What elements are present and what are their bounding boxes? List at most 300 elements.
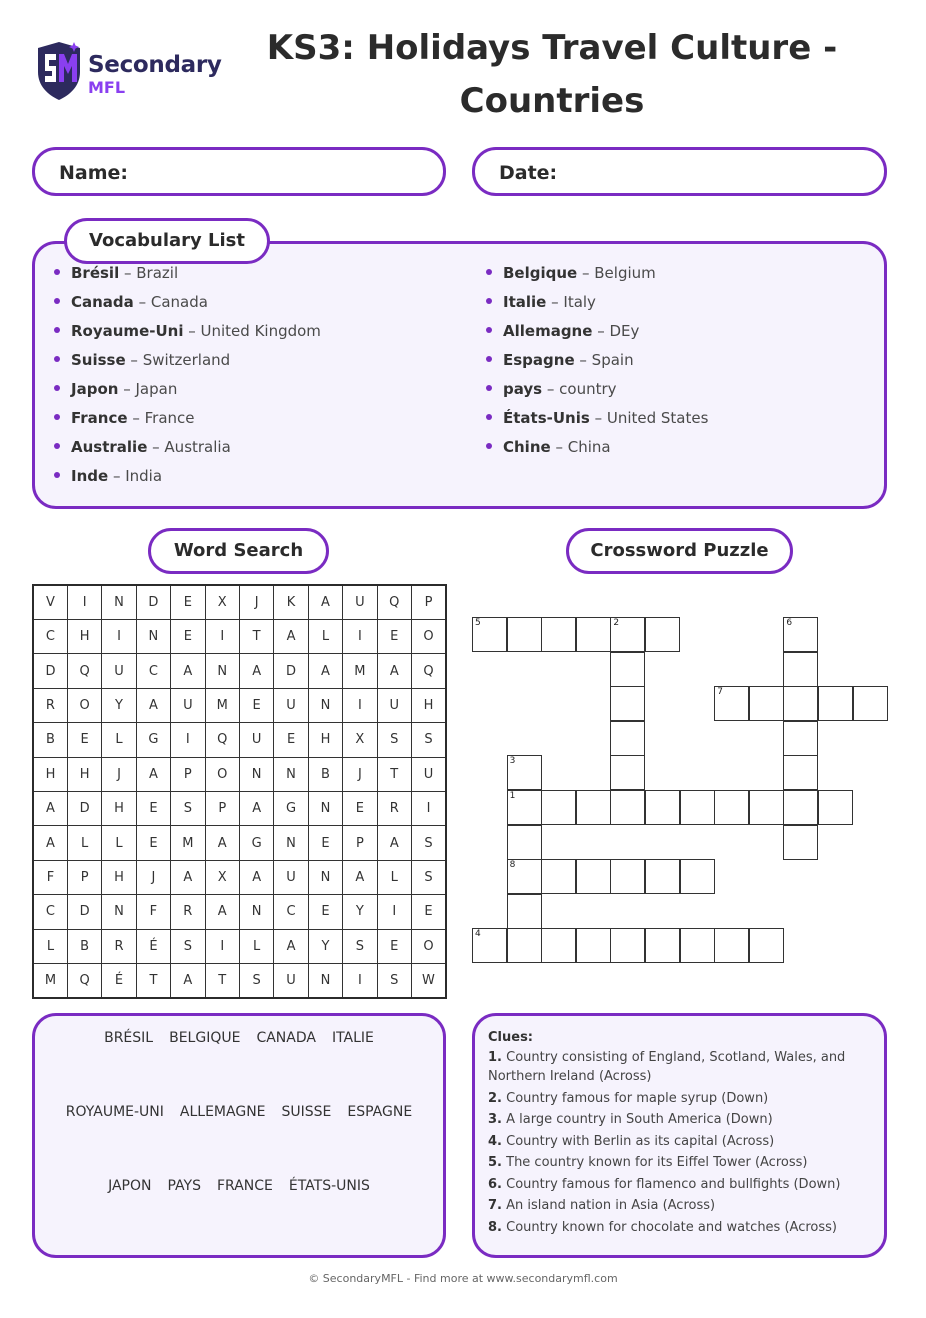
grid-letter[interactable]: A [136,757,170,791]
grid-row [33,826,446,860]
clues-panel [472,1013,887,1258]
grid-letter[interactable]: S [239,963,273,998]
crossword-cell[interactable] [507,790,542,825]
grid-letter[interactable]: J [343,757,377,791]
crossword-cell[interactable] [783,755,818,790]
grid-letter[interactable]: N [136,619,170,653]
grid-letter[interactable]: Q [205,723,239,757]
crossword-cell[interactable] [610,790,645,825]
grid-letter[interactable]: L [102,826,136,860]
grid-letter[interactable]: A [171,654,205,688]
bullet-icon [54,356,60,362]
vocab-french: pays [503,380,543,398]
vocab-english: Australia [164,438,231,456]
name-label: Name: [59,162,129,184]
grid-letter[interactable]: U [274,860,308,894]
grid-letter[interactable]: A [205,895,239,929]
crossword-heading: Crossword Puzzle [566,528,793,574]
grid-letter[interactable]: I [343,619,377,653]
word-bank-word: BELGIQUE [169,1030,241,1046]
clue-number: 5. [488,1155,502,1170]
grid-letter[interactable]: C [136,654,170,688]
grid-letter[interactable]: D [274,654,308,688]
grid-letter[interactable]: B [33,723,67,757]
crossword-cell[interactable] [783,686,818,721]
vocab-item: France – France [54,404,321,433]
grid-letter[interactable]: Q [377,585,411,619]
clue-item [488,1110,873,1129]
grid-letter[interactable]: C [33,619,67,653]
grid-letter[interactable]: G [274,791,308,825]
vocab-english: United Kingdom [200,322,321,340]
word-bank-row [35,1030,443,1046]
bullet-icon [486,356,492,362]
grid-letter[interactable]: A [171,963,205,998]
grid-letter[interactable]: N [274,826,308,860]
vocab-item: Royaume-Uni – United Kingdom [54,317,321,346]
crossword-cell[interactable] [749,928,784,963]
grid-letter[interactable]: N [239,757,273,791]
grid-letter[interactable]: R [102,929,136,963]
grid-letter[interactable]: E [171,619,205,653]
clue-number: 8. [488,1219,502,1235]
crossword-cell[interactable] [610,652,645,687]
grid-letter[interactable]: H [33,757,67,791]
grid-letter[interactable]: A [274,619,308,653]
crossword-cell[interactable] [645,790,680,825]
grid-letter[interactable]: E [343,791,377,825]
grid-letter[interactable]: B [67,929,101,963]
grid-letter[interactable]: A [33,826,67,860]
grid-letter[interactable]: S [171,929,205,963]
clue-item [488,1175,873,1194]
bullet-icon [54,443,60,449]
crossword-cell[interactable] [541,859,576,894]
word-bank-word: PAYS [167,1178,201,1194]
grid-row [33,688,446,722]
crossword-clue-number: 4 [475,929,481,940]
grid-letter[interactable]: S [377,963,411,998]
grid-letter[interactable]: P [67,860,101,894]
grid-letter[interactable]: H [411,688,446,722]
grid-letter[interactable]: U [239,723,273,757]
vocab-french: Italie [503,293,547,311]
grid-letter[interactable]: Q [411,654,446,688]
grid-letter[interactable]: H [102,860,136,894]
grid-letter[interactable]: A [343,860,377,894]
crossword-cell[interactable] [507,617,542,652]
grid-letter[interactable]: I [343,688,377,722]
bullet-icon [54,414,60,420]
clue-text: An island nation in Asia (Across) [506,1198,716,1213]
crossword-cell[interactable] [783,652,818,687]
grid-letter[interactable]: N [102,895,136,929]
grid-letter[interactable]: B [308,757,342,791]
grid-letter[interactable]: P [411,585,446,619]
crossword-grid [472,617,888,967]
vocab-french: Belgique [503,264,578,282]
grid-letter[interactable]: O [411,929,446,963]
grid-letter[interactable]: A [239,654,273,688]
crossword-clue-number: 2 [613,618,620,628]
vocab-english: France [144,409,195,427]
grid-letter[interactable]: S [411,723,446,757]
grid-letter[interactable]: I [102,619,136,653]
vocab-english: Switzerland [142,351,231,369]
grid-letter[interactable]: P [205,791,239,825]
clue-item [488,1196,873,1215]
grid-letter[interactable]: V [33,585,67,619]
grid-letter[interactable]: N [308,860,342,894]
grid-letter[interactable]: Q [67,654,101,688]
grid-letter[interactable]: O [411,619,446,653]
vocab-french: Royaume-Uni [71,322,184,340]
vocab-french: Allemagne [503,322,593,340]
grid-letter[interactable]: É [102,963,136,998]
crossword-cell[interactable] [576,790,611,825]
grid-letter[interactable]: A [377,654,411,688]
grid-letter[interactable]: E [136,826,170,860]
footer-text: © SecondaryMFL - Find more at www.secondarymfl.com [308,1272,618,1285]
grid-letter[interactable]: Q [67,963,101,998]
grid-letter[interactable]: U [274,688,308,722]
grid-letter[interactable]: M [171,826,205,860]
grid-letter[interactable]: X [205,860,239,894]
crossword-cell[interactable] [610,721,645,756]
word-bank-row [35,1178,443,1194]
vocab-french: Chine [503,438,551,456]
grid-letter[interactable]: A [308,654,342,688]
grid-letter[interactable]: J [102,757,136,791]
grid-letter[interactable]: M [343,654,377,688]
grid-letter[interactable]: M [33,963,67,998]
crossword-cell[interactable] [749,686,784,721]
grid-letter[interactable]: E [274,723,308,757]
bullet-icon [486,298,492,304]
grid-letter[interactable]: A [136,688,170,722]
bullet-icon [54,269,60,275]
vocab-english: Brazil [136,264,179,282]
grid-letter[interactable]: N [102,585,136,619]
crossword-cell[interactable] [507,859,542,894]
grid-letter[interactable]: R [171,895,205,929]
word-search-heading: Word Search [148,528,329,574]
grid-row [33,860,446,894]
grid-letter[interactable]: H [67,619,101,653]
word-bank-panel [32,1013,446,1258]
crossword-cell[interactable] [610,755,645,790]
crossword-cell[interactable] [576,928,611,963]
crossword-cell[interactable] [680,928,715,963]
brand-name-line1: Secondary [88,52,222,78]
grid-letter[interactable]: I [171,723,205,757]
crossword-cell[interactable] [645,617,680,652]
vocab-item: Brésil – Brazil [54,259,321,288]
grid-letter[interactable]: E [377,929,411,963]
page-title: KS3: Holidays Travel Culture - Countries [266,28,838,121]
grid-letter[interactable]: T [136,963,170,998]
vocab-french: Suisse [71,351,126,369]
grid-letter[interactable]: E [136,791,170,825]
grid-letter[interactable]: A [239,860,273,894]
crossword-cell[interactable] [576,859,611,894]
bullet-icon [486,269,492,275]
crossword-cell[interactable] [472,928,507,963]
grid-letter[interactable]: Y [343,895,377,929]
grid-letter[interactable]: R [33,688,67,722]
grid-letter[interactable]: É [136,929,170,963]
grid-letter[interactable]: R [377,791,411,825]
grid-letter[interactable]: I [205,619,239,653]
grid-letter[interactable]: A [205,826,239,860]
clue-list [488,1048,873,1239]
grid-letter[interactable]: T [239,619,273,653]
grid-letter[interactable]: D [33,654,67,688]
grid-letter[interactable]: S [411,860,446,894]
bullet-icon [54,327,60,333]
vocab-item: Suisse – Switzerland [54,346,321,375]
grid-letter[interactable]: K [274,585,308,619]
crossword-cell[interactable] [576,617,611,652]
vocab-english: Spain [591,351,634,369]
clue-text: Country famous for maple syrup (Down) [506,1090,769,1106]
crossword-cell[interactable] [541,617,576,652]
grid-letter[interactable]: Y [308,929,342,963]
grid-letter[interactable]: N [308,688,342,722]
crossword-cell[interactable] [714,790,749,825]
grid-letter[interactable]: F [136,895,170,929]
crossword-cell[interactable] [541,790,576,825]
grid-letter[interactable]: A [33,791,67,825]
crossword-cell[interactable] [507,825,542,860]
date-field[interactable] [472,147,887,196]
clue-text: A large country in South America (Down) [506,1112,773,1127]
grid-letter[interactable]: S [411,826,446,860]
crossword-clue-number: 5 [475,618,481,628]
grid-letter[interactable]: L [308,619,342,653]
crossword-cell[interactable] [610,617,645,652]
vocab-french: Espagne [503,351,575,369]
grid-letter[interactable]: A [239,791,273,825]
grid-letter[interactable]: O [67,688,101,722]
grid-letter[interactable]: N [239,895,273,929]
grid-letter[interactable]: D [67,791,101,825]
vocab-english: DEy [609,322,640,340]
grid-letter[interactable]: E [377,619,411,653]
grid-letter[interactable]: H [308,723,342,757]
grid-letter[interactable]: N [308,791,342,825]
grid-letter[interactable]: Y [102,688,136,722]
clue-item [488,1089,873,1108]
crossword-cell[interactable] [610,686,645,721]
grid-letter[interactable]: I [343,963,377,998]
grid-letter[interactable]: E [67,723,101,757]
grid-letter[interactable]: X [343,723,377,757]
vocab-item: Japon – Japan [54,375,321,404]
grid-letter[interactable]: L [377,860,411,894]
grid-letter[interactable]: N [205,654,239,688]
grid-letter[interactable]: E [239,688,273,722]
crossword-cell[interactable] [783,790,818,825]
crossword-cell[interactable] [818,790,853,825]
grid-letter[interactable]: E [171,585,205,619]
vocab-english: Japan [135,380,178,398]
grid-letter[interactable]: L [67,826,101,860]
grid-row [33,585,446,619]
grid-letter[interactable]: N [274,757,308,791]
grid-letter[interactable]: T [377,757,411,791]
grid-letter[interactable]: W [411,963,446,998]
vocabulary-list-right [486,259,708,462]
grid-letter[interactable]: J [239,585,273,619]
clue-number: 4. [488,1133,502,1149]
crossword-cell[interactable] [680,859,715,894]
word-bank-word: ESPAGNE [347,1104,413,1120]
grid-letter[interactable]: I [411,791,446,825]
clue-number: 6. [488,1176,502,1192]
grid-letter[interactable]: U [411,757,446,791]
grid-letter[interactable]: P [171,757,205,791]
crossword-clue-number: 1 [509,791,516,801]
crossword-cell[interactable] [610,928,645,963]
crossword-cell[interactable] [818,686,853,721]
grid-letter[interactable]: U [102,654,136,688]
grid-letter[interactable]: P [343,826,377,860]
bullet-icon [54,472,60,478]
crossword-cell[interactable] [472,617,507,652]
crossword-clue-number: 6 [786,618,793,628]
grid-letter[interactable]: U [274,963,308,998]
grid-letter[interactable]: S [343,929,377,963]
word-bank-word: CANADA [256,1030,316,1046]
word-bank-word: SUISSE [281,1104,332,1120]
grid-letter[interactable]: U [343,585,377,619]
grid-row [33,757,446,791]
word-bank-row [35,1104,443,1120]
grid-letter[interactable]: D [67,895,101,929]
shield-logo-icon [34,40,84,102]
grid-letter[interactable]: S [171,791,205,825]
grid-letter[interactable]: E [411,895,446,929]
grid-letter[interactable]: I [67,585,101,619]
vocab-item: Belgique – Belgium [486,259,708,288]
vocab-french: Australie [71,438,148,456]
crossword-cell[interactable] [541,928,576,963]
grid-letter[interactable]: E [308,826,342,860]
word-bank-word: ÉTATS-UNIS [288,1178,370,1194]
crossword-cell[interactable] [645,859,680,894]
clue-number: 1. [488,1050,502,1065]
vocab-english: country [559,380,617,398]
word-bank-word: FRANCE [216,1178,273,1194]
crossword-cell[interactable] [680,790,715,825]
grid-letter[interactable]: N [308,963,342,998]
grid-row [33,929,446,963]
name-field[interactable] [32,147,446,196]
crossword-cell[interactable] [610,859,645,894]
grid-letter[interactable]: F [33,860,67,894]
clue-item [488,1048,873,1086]
grid-letter[interactable]: L [102,723,136,757]
grid-letter[interactable]: E [308,895,342,929]
crossword-cell[interactable] [507,928,542,963]
clue-number: 7. [488,1198,502,1213]
grid-letter[interactable]: A [308,585,342,619]
grid-letter[interactable]: M [205,688,239,722]
grid-letter[interactable]: A [377,826,411,860]
crossword-cell[interactable] [645,928,680,963]
clue-item [488,1218,873,1237]
grid-letter[interactable]: G [239,826,273,860]
grid-letter[interactable]: U [171,688,205,722]
vocab-item: Chine – China [486,433,708,462]
clue-text: The country known for its Eiffel Tower (Across) [506,1155,808,1170]
bullet-icon [486,385,492,391]
grid-letter[interactable]: L [239,929,273,963]
vocab-item: pays – country [486,375,708,404]
crossword-cell[interactable] [714,686,749,721]
crossword-cell[interactable] [783,721,818,756]
crossword-cell[interactable] [507,755,542,790]
clue-item [488,1132,873,1151]
grid-letter[interactable]: G [136,723,170,757]
vocab-french: Brésil [71,264,120,282]
grid-letter[interactable]: S [377,723,411,757]
clue-text: Country famous for flamenco and bullfights (Down) [506,1176,841,1192]
grid-letter[interactable]: A [274,929,308,963]
crossword-cell[interactable] [783,825,818,860]
grid-letter[interactable]: H [102,791,136,825]
clue-text: Country with Berlin as its capital (Across) [506,1133,775,1149]
vocab-english: Belgium [594,264,656,282]
grid-letter[interactable]: D [136,585,170,619]
grid-letter[interactable]: H [67,757,101,791]
bullet-icon [486,443,492,449]
grid-letter[interactable]: I [205,929,239,963]
clue-text: Country consisting of England, Scotland, Wales, and Northern Ireland (Across) [488,1050,846,1084]
bullet-icon [486,414,492,420]
grid-letter[interactable]: L [33,929,67,963]
crossword-cell[interactable] [714,928,749,963]
crossword-cell[interactable] [783,617,818,652]
vocab-french: États-Unis [503,409,590,427]
grid-letter[interactable]: T [205,963,239,998]
grid-row [33,895,446,929]
grid-letter[interactable]: U [377,688,411,722]
grid-letter[interactable]: C [274,895,308,929]
crossword-cell[interactable] [507,894,542,929]
grid-letter[interactable]: A [171,860,205,894]
crossword-cell[interactable] [749,790,784,825]
grid-letter[interactable]: I [377,895,411,929]
brand-name-line2: MFL [88,78,126,97]
word-bank-word: JAPON [108,1178,152,1194]
clues-heading: Clues: [488,1030,534,1045]
vocab-english: India [125,467,163,485]
grid-letter[interactable]: X [205,585,239,619]
vocab-french: Japon [71,380,119,398]
grid-letter[interactable]: J [136,860,170,894]
word-bank-word: ALLEMAGNE [179,1104,266,1120]
date-label: Date: [499,162,558,184]
clue-number: 3. [488,1112,502,1127]
crossword-cell[interactable] [853,686,888,721]
grid-letter[interactable]: O [205,757,239,791]
vocab-english: United States [606,409,709,427]
grid-row [33,791,446,825]
vocab-item: Italie – Italy [486,288,708,317]
grid-letter[interactable]: C [33,895,67,929]
